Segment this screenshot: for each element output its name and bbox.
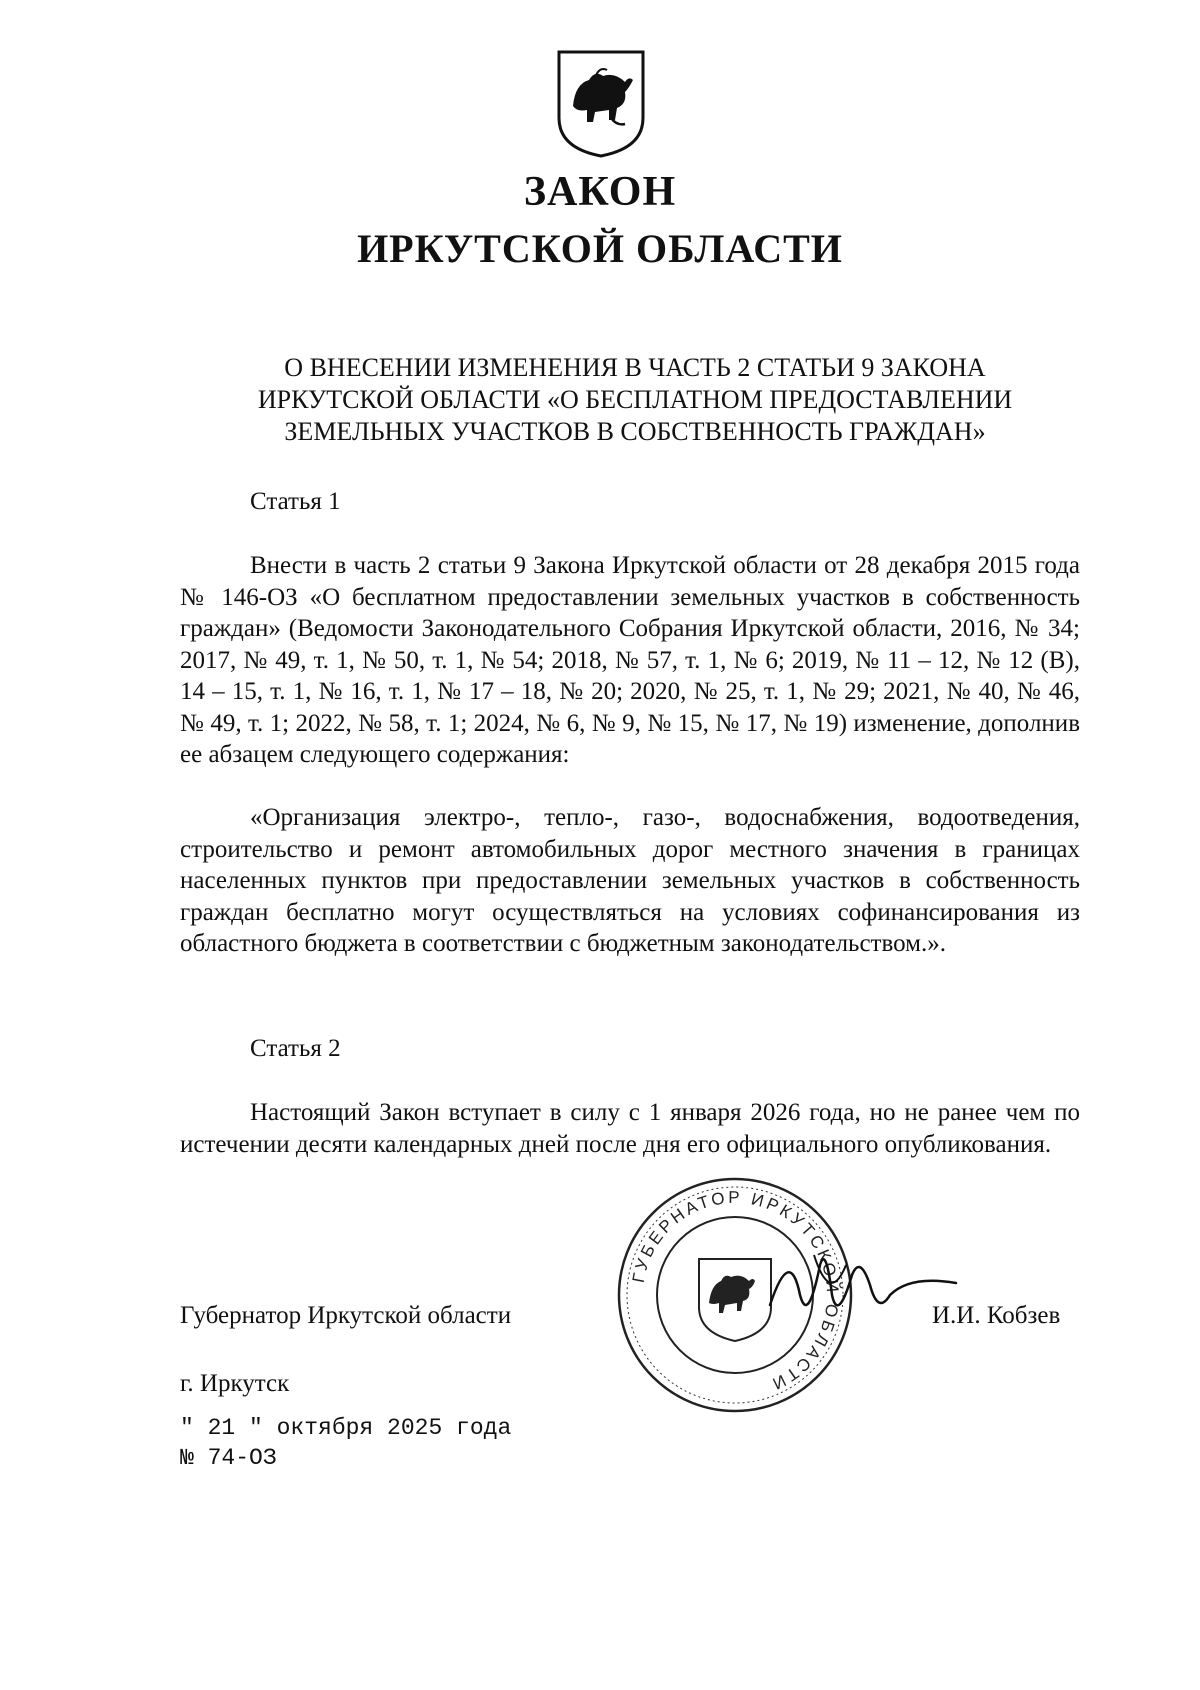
- signing-date: " 21 " октября 2025 года: [180, 1415, 512, 1441]
- governor-title: Губернатор Иркутской области: [180, 1302, 512, 1329]
- law-number: № 74-ОЗ: [180, 1445, 277, 1471]
- coat-of-arms-icon: [555, 48, 647, 160]
- article-1-paragraph: Внести в часть 2 статьи 9 Закона Иркутской области от 28 декабря 2015 года № 146-ОЗ «О бесплатном предоставлении земельных участков в собственность граждан» (Ведомости Законодательного Собрания Иркутской области, 2016, № 34; 2017, № 49, т. 1, № 50, т. 1, № 54; 2018, № 57, т. 1, № 6; 2019, № 11 – 12, № 12 (В), 14 – 15, т. 1, № 16, т. 1, № 17 – 18, № 20; 2020, № 25, т. 1, № 29; 2021, № 40, № 46, № 49, т. 1; 2022, № 58, т. 1; 2024, № 6, № 9, № 15, № 17, № 19) изменение, дополнив ее абзацем следующего содержания:: [180, 552, 1080, 768]
- law-title-line: ЗЕМЕЛЬНЫХ УЧАСТКОВ В СОБСТВЕННОСТЬ ГРАЖДАН»: [284, 417, 986, 446]
- law-title: [195, 352, 1075, 448]
- region-title: ИРКУТСКОЙ ОБЛАСТИ: [357, 226, 843, 271]
- article-2-paragraph: Настоящий Закон вступает в силу с 1 января 2026 года, но не ранее чем по истечении десяти календарных дней после дня его официального опубликования.: [180, 1099, 1080, 1158]
- law-title-line: О ВНЕСЕНИИ ИЗМЕНЕНИЯ В ЧАСТЬ 2 СТАТЬИ 9 ЗАКОНА: [284, 353, 986, 382]
- article-2-heading: Статья 2: [250, 1035, 341, 1062]
- law-title-line: ИРКУТСКОЙ ОБЛАСТИ «О БЕСПЛАТНОМ ПРЕДОСТАВЛЕНИИ: [257, 385, 1013, 414]
- article-1-heading: Статья 1: [250, 488, 341, 515]
- signer-name: И.И. Кобзев: [932, 1302, 1061, 1329]
- article-1-quoted-paragraph: «Организация электро-, тепло-, газо-, водоснабжения, водоотведения, строительство и ремонт автомобильных дорог местного значения в границах населенных пунктов при предоставлении земельных участков в собственность граждан бесплатно могут осуществляться на условиях софинансирования из областного бюджета в соответствии с бюджетным законодательством.».: [180, 804, 1080, 957]
- signature-icon: [760, 1235, 960, 1335]
- city: г. Иркутск: [180, 1370, 290, 1397]
- seal-text: ГУБЕРНАТОР ИРКУТСКОЙ ОБЛАСТИ: [628, 1187, 843, 1395]
- document-type-title: ЗАКОН: [523, 169, 677, 215]
